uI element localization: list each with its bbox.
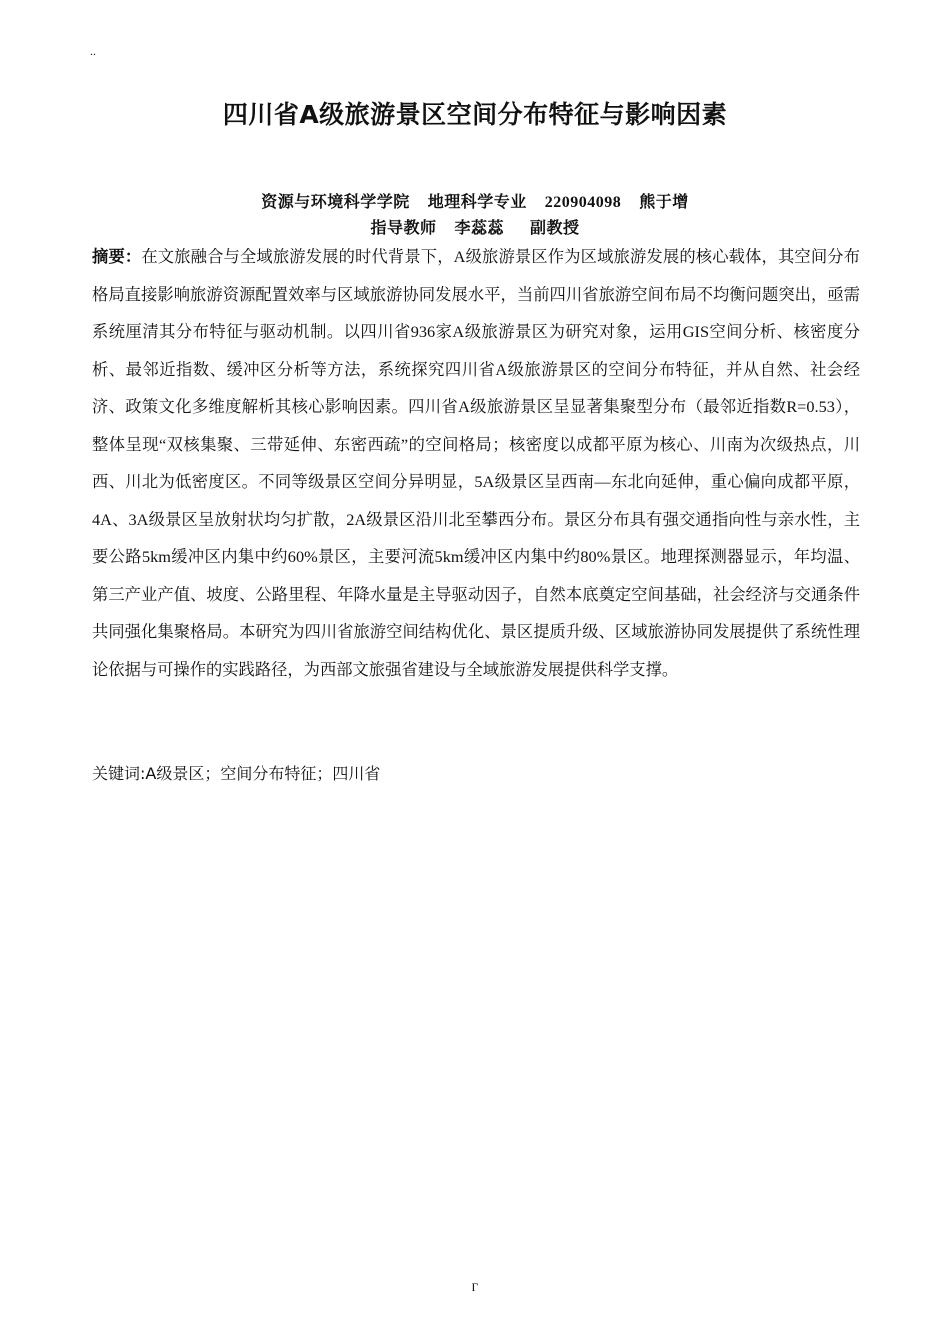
keywords-text: A级景区；空间分布特征；四川省: [145, 764, 381, 783]
abstract: [92, 238, 860, 688]
abstract-label: 摘要：: [92, 247, 142, 266]
page-number: Γ: [471, 1280, 479, 1294]
author-info: [0, 192, 950, 214]
author-major: 地理科学专业: [427, 194, 527, 211]
advisor-name: 李蕊蕊: [454, 220, 504, 237]
author-name: 熊于增: [639, 194, 689, 211]
advisor-info: [0, 218, 950, 240]
header-mark: ..: [90, 44, 96, 58]
author-student-id: 220904098: [544, 194, 622, 211]
author-college: 资源与环境科学学院: [261, 194, 410, 211]
abstract-text: 在文旅融合与全域旅游发展的时代背景下，A级旅游景区作为区域旅游发展的核心载体，其空间分布格局直接影响旅游资源配置效率与区域旅游协同发展水平，当前四川省旅游空间布局不均衡问题突出，亟需系统厘清其分布特征与驱动机制。以四川省936家A级旅游景区为研究对象，运用GIS空间分析、核密度分析、最邻近指数、缓冲区分析等方法，系统探究四川省A级旅游景区的空间分布特征，并从自然、社会经济、政策文化多维度解析其核心影响因素。四川省A级旅游景区呈显著集聚型分布（最邻近指数R=0.53），整体呈现“双核集聚、三带延伸、东密西疏”的空间格局；核密度以成都平原为核心、川南为次级热点，川西、川北为低密度区。不同等级景区空间分异明显，5A级景区呈西南—东北向延伸，重心偏向成都平原，4A、3A级景区呈放射状均匀扩散，2A级景区沿川北至攀西分布。景区分布具有强交通指向性与亲水性，主要公路5km缓冲区内集中约60%景区，主要河流5km缓冲区内集中约80%景区。地理探测器显示，年均温、第三产业产值、坡度、公路里程、年降水量是主导驱动因子，自然本底奠定空间基础，社会经济与交通条件共同强化集聚格局。本研究为四川省旅游空间结构优化、景区提质升级、区域旅游协同发展提供了系统性理论依据与可操作的实践路径，为西部文旅强省建设与全域旅游发展提供科学支撑。: [92, 247, 860, 679]
advisor-label: 指导教师: [370, 220, 437, 237]
keywords-label: 关键词:: [92, 764, 146, 783]
advisor-rank: 副教授: [530, 220, 580, 237]
keywords: [92, 756, 860, 792]
paper-title: 四川省A级旅游景区空间分布特征与影响因素: [222, 100, 728, 129]
